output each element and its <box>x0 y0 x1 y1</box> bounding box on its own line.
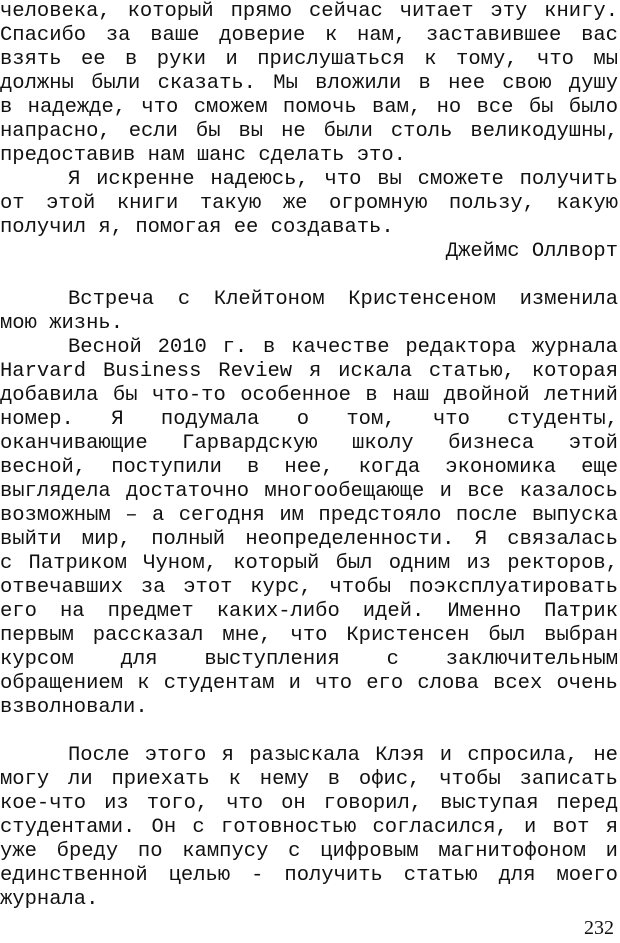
text-line: Весной 2010 г. в качестве редактора журнала <box>68 336 618 359</box>
text-line: обращением к студентам и что его слова всех очень <box>0 672 618 695</box>
text-line: номер. Я подумала о том, что студенты, <box>0 408 618 431</box>
text-line: кое-что из того, что он говорил, выступая перед <box>0 792 618 815</box>
text-line: взять ее в руки и прислушаться к тому, что мы <box>0 48 618 71</box>
text-line: Спасибо за ваше доверие к нам, заставившее вас <box>0 24 618 47</box>
text-line: предоставив нам шанс сделать это. <box>0 144 406 167</box>
text-line: отвечавших за этот курс, чтобы поэксплуатировать <box>0 576 618 599</box>
text-line: с Патриком Чуном, который был одним из ректоров, <box>0 552 618 575</box>
text-line: должны были сказать. Мы вложили в нее свою душу <box>0 72 618 95</box>
text-line: от этой книги такую же огромную пользу, какую <box>0 192 618 215</box>
page-number: 232 <box>584 917 614 939</box>
text-line: Я искренне надеюсь, что вы сможете получить <box>68 168 618 191</box>
text-line: получил я, помогая ее создавать. <box>0 216 394 239</box>
text-line: возможным – а сегодня им предстояло после выпуска <box>0 504 618 527</box>
text-line: выйти мир, полный неопределенности. Я связалась <box>0 528 618 551</box>
text-line: первым рассказал мне, что Кристенсен был выбран <box>0 624 618 647</box>
text-line: Встреча с Клейтоном Кристенсеном изменила <box>68 288 618 311</box>
author-signature: Джеймс Оллворт <box>445 240 618 263</box>
text-line: в надежде, что сможем помочь вам, но все бы было <box>0 96 618 119</box>
text-line: весной, поступили в нее, когда экономика еще <box>0 456 618 479</box>
text-line: Harvard Business Review я искала статью, которая <box>0 360 618 383</box>
text-line: его на предмет каких-либо идей. Именно Патрик <box>0 600 618 623</box>
text-line: оканчивающие Гарвардскую школу бизнеса этой <box>0 432 618 455</box>
text-line: курсом для выступления с заключительным <box>0 648 618 671</box>
text-line: напрасно, если бы вы не были столь великодушны, <box>0 120 618 143</box>
text-line: студентами. Он с готовностью согласился, и вот я <box>0 816 618 839</box>
text-line: взволновали. <box>0 696 148 719</box>
text-line: мою жизнь. <box>0 312 124 335</box>
text-line: добавила бы что-то особенное в наш двойной летний <box>0 384 618 407</box>
text-line: журнала. <box>0 888 99 911</box>
text-line: выглядела достаточно многообещающе и все казалось <box>0 480 618 503</box>
text-line: человека, который прямо сейчас читает эту книгу. <box>0 0 618 23</box>
text-line: могу ли приехать к нему в офис, чтобы записать <box>0 768 618 791</box>
text-line: После этого я разыскала Клэя и спросила, не <box>68 744 618 767</box>
text-line: уже бреду по кампусу с цифровым магнитофоном и <box>0 840 618 863</box>
text-line: единственной целью - получить статью для моего <box>0 864 618 887</box>
